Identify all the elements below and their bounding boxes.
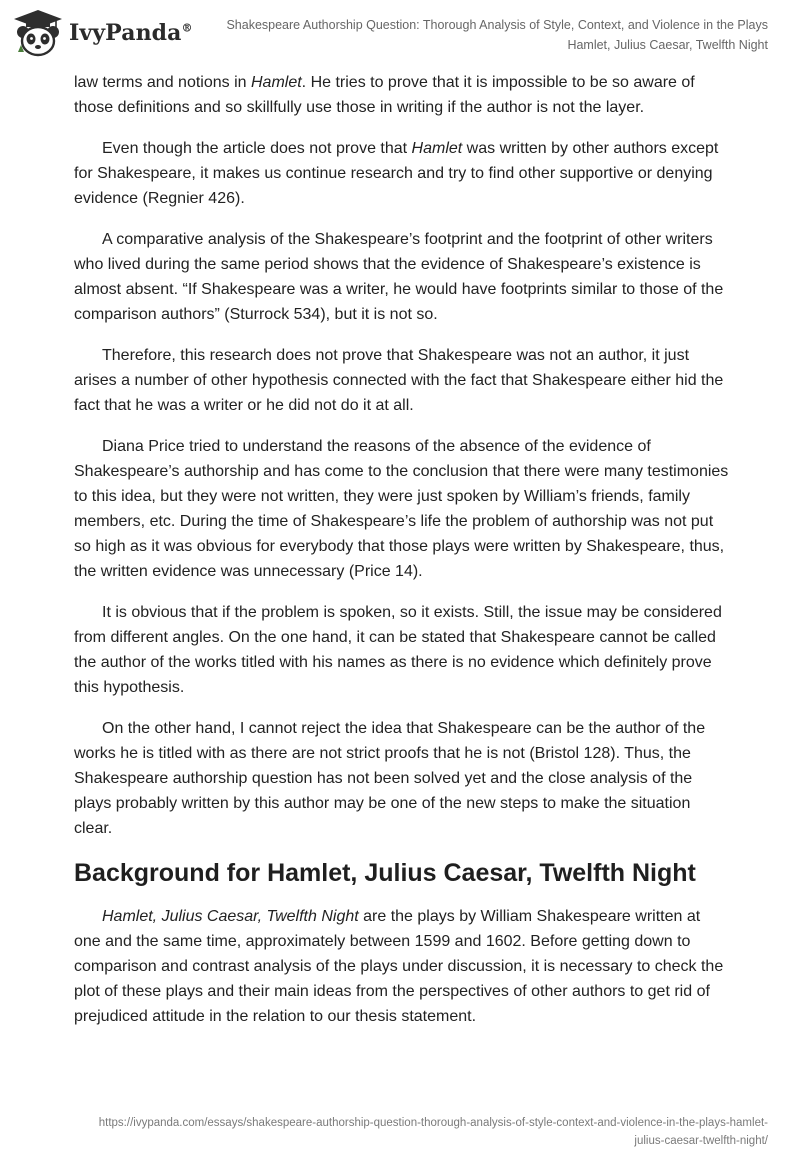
paragraph: On the other hand, I cannot reject the idea that Shakespeare can be the author of the works he is titled with as there are not strict proofs that he is not (Bristol 128). Thus, the Shakespeare authorship question has not been solved yet and the close analysis of the plays probably written by this author may be one of the new steps to make the situation clear. (74, 720, 706, 837)
paragraph: Even though the article does not prove that Hamlet was written by other authors except for Shakespeare, it makes us continue research and try to find other supportive or denying evidence (Regnier 426). (74, 140, 719, 207)
document-title-line: Shakespeare Authorship Question: Thorough Analysis of Style, Context, and Violence in the Plays (226, 18, 768, 32)
paragraph: A comparative analysis of the Shakespeare’s footprint and the footprint of other writers who lived during the same period shows that the evidence of Shakespeare’s existence is almost absent. “If Shakespeare was a writer, he would have footprints similar to those of the comparison authors” (Sturrock 534), but it is not so. (74, 231, 724, 323)
document-title (226, 15, 768, 55)
paragraph: Diana Price tried to understand the reasons of the absence of the evidence of Shakespeare’s authorship and has come to the conclusion that there were many testimonies to this idea, but they were not written, they were just spoken by William’s friends, family members, etc. During the time of Shakespeare’s life the problem of authorship was not put so high as it was obvious for everybody that those plays were written by Shakespeare, thus, the written evidence was unnecessary (Price 14). (74, 438, 729, 580)
section-heading: Background for Hamlet, Julius Caesar, Twelfth Night (74, 859, 696, 887)
panda-graduate-icon (12, 8, 64, 58)
paragraph: It is obvious that if the problem is spoken, so it exists. Still, the issue may be considered from different angles. On the one hand, it can be stated that Shakespeare cannot be called the author of the works titled with his names as there is no evidence which definitely prove this hypothesis. (74, 604, 722, 696)
page-header (0, 0, 800, 62)
brand-name: IvyPanda® (69, 20, 193, 46)
paragraph: law terms and notions in Hamlet. He tries to prove that it is impossible to be so aware of those definitions and so skillfully use those in writing if the author is not the layer. (74, 74, 695, 116)
document-subtitle-line: Hamlet, Julius Caesar, Twelfth Night (567, 38, 768, 52)
ivypanda-logo[interactable] (12, 8, 193, 58)
page-footer (28, 1114, 768, 1150)
paragraph: Hamlet, Julius Caesar, Twelfth Night are the plays by William Shakespeare written at one and the same time, approximately between 1599 and 1602. Before getting down to comparison and contrast analysis of the plays under discussion, it is necessary to check the plot of these plays and their main ideas from the perspectives of other authors to get rid of prejudiced attitude in the relation to our thesis statement. (74, 908, 724, 1025)
essay-body (74, 70, 729, 1045)
source-url[interactable]: https://ivypanda.com/essays/shakespeare-authorship-question-thorough-analysis-of-style-context-and-violence-in-the-plays-hamlet- (98, 1117, 768, 1129)
paragraph: Therefore, this research does not prove that Shakespeare was not an author, it just arises a number of other hypothesis connected with the fact that Shakespeare either hid the fact that he was a writer or he did not do it at all. (74, 347, 724, 414)
source-url-continued[interactable]: julius-caesar-twelfth-night/ (634, 1135, 768, 1147)
